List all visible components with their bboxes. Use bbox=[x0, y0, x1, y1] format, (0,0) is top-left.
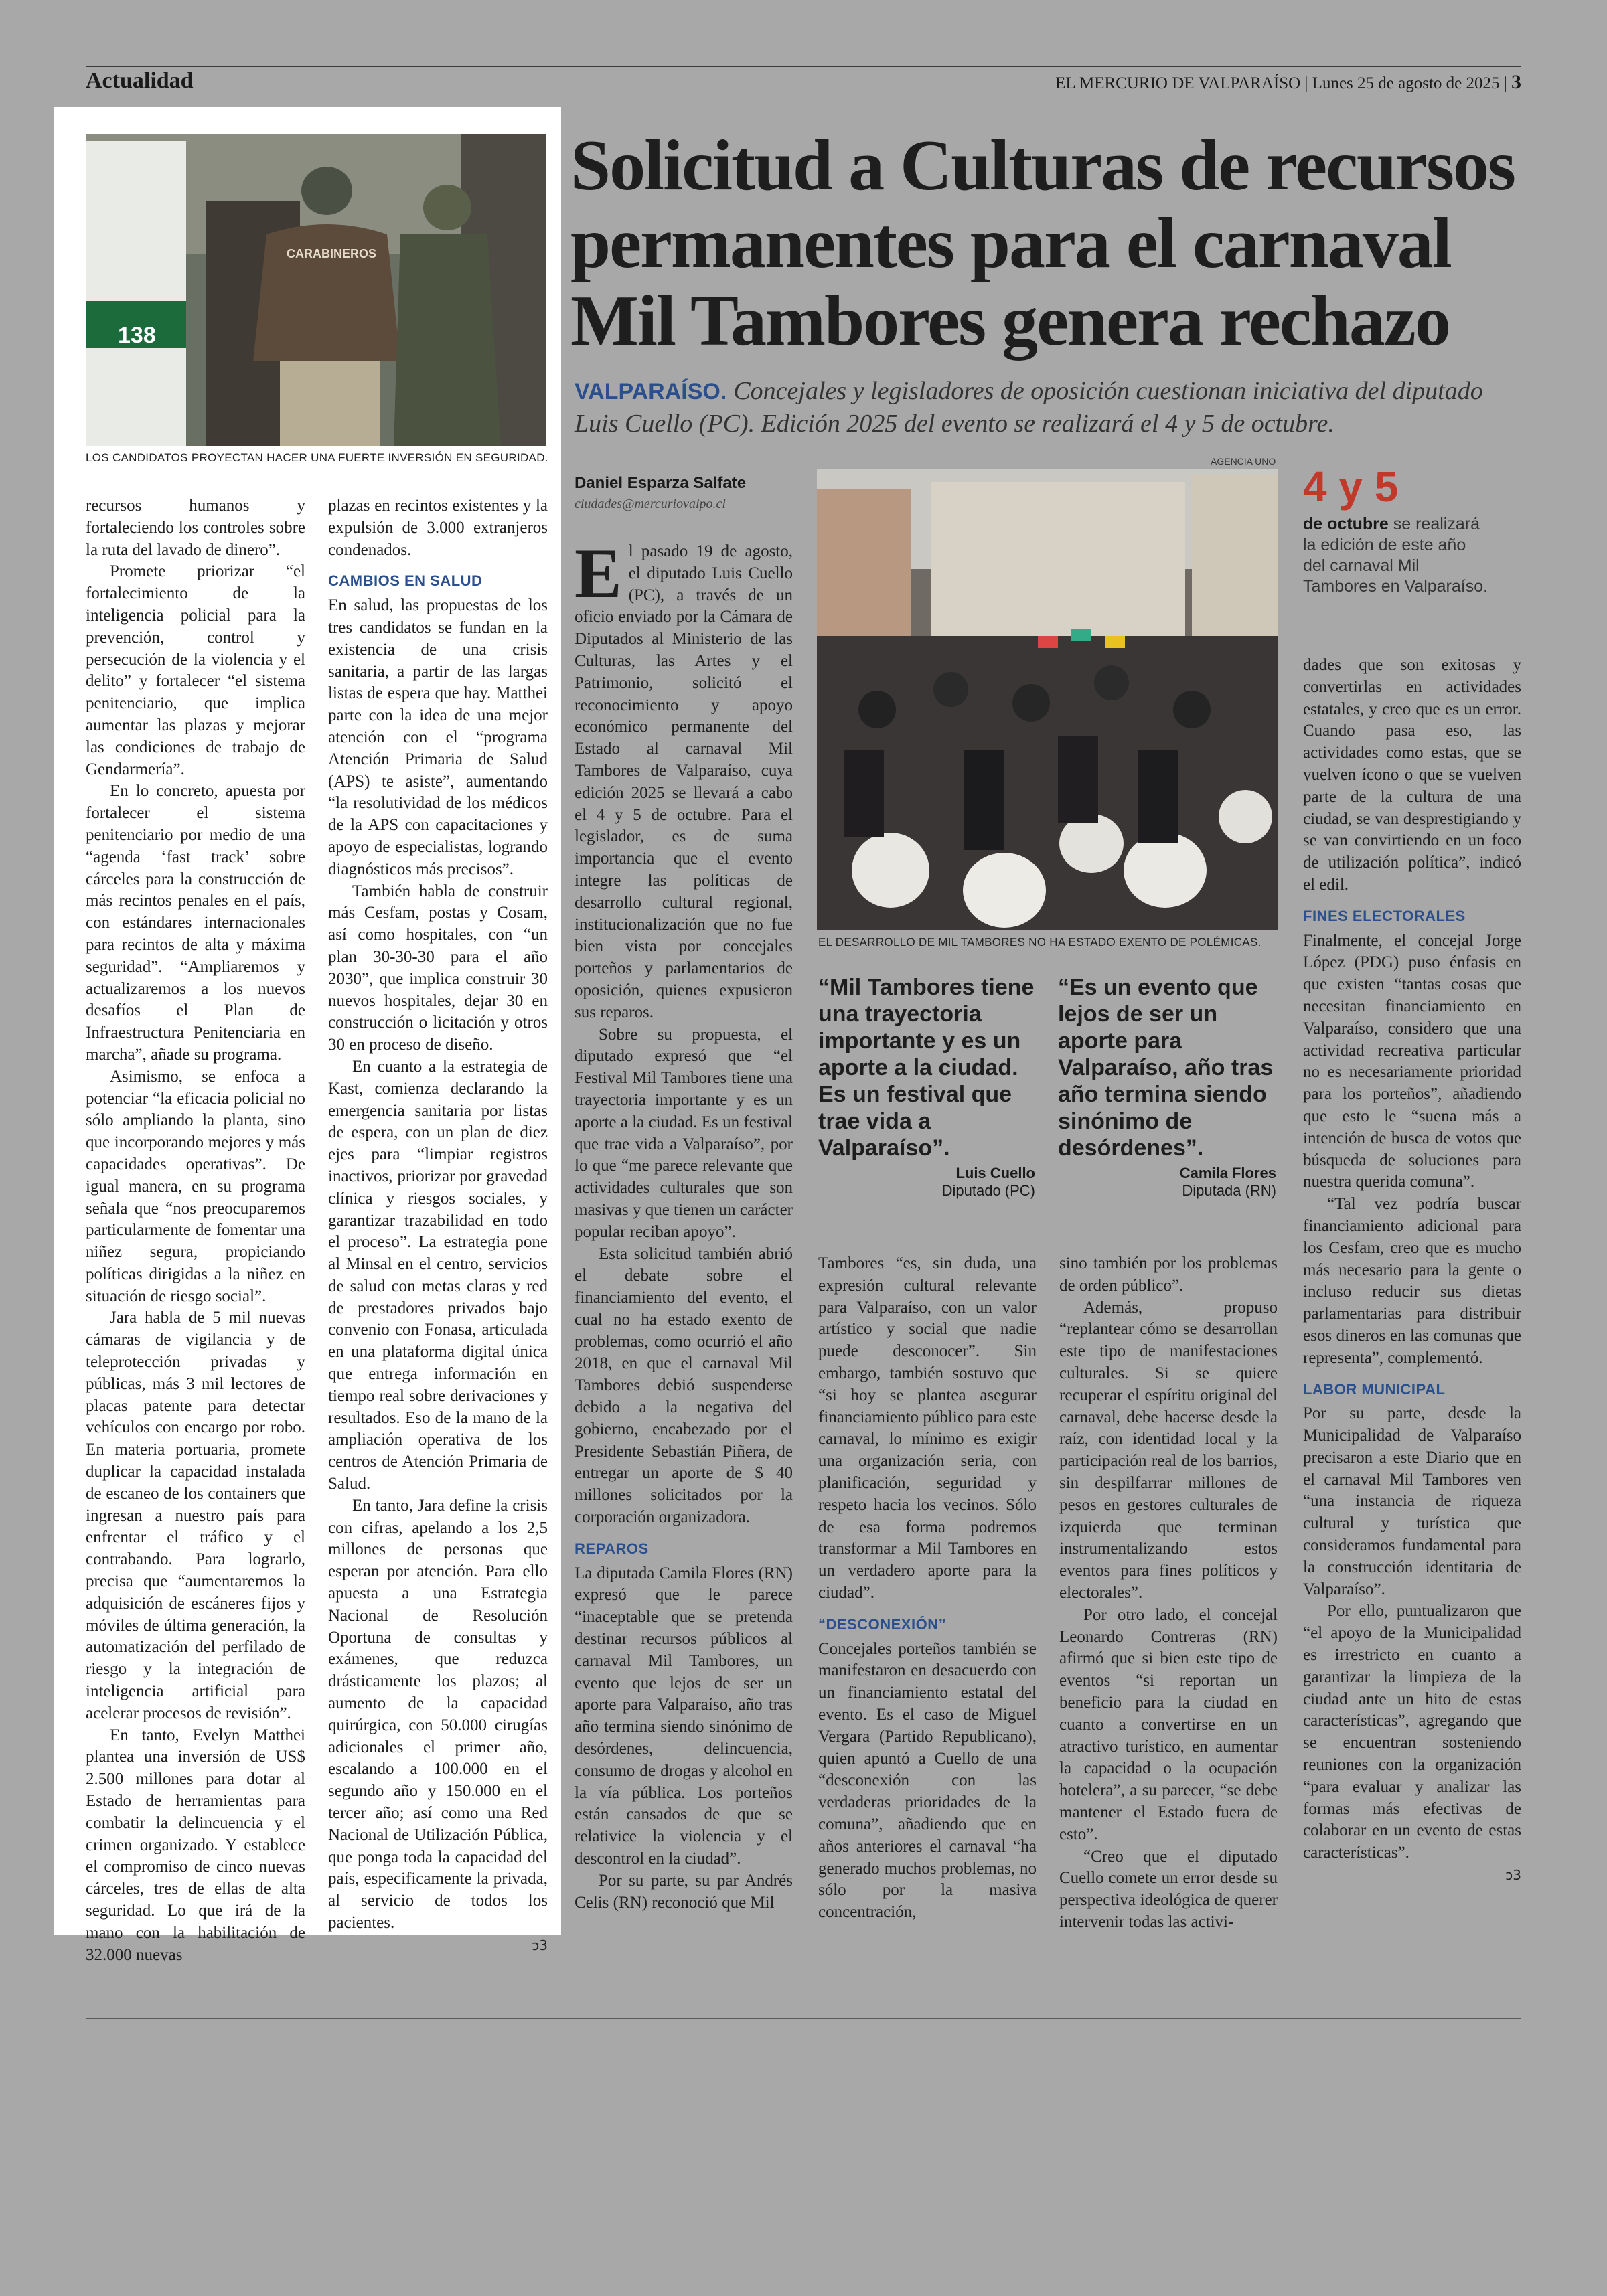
paragraph: Por ello, puntualizaron que “el apoyo de la Municipalidad es irrestricto en cuanto a garantizar la limpieza de la ciudad ante un hito de estas características”, agregando que se encuentran sosteniendo reuniones con la organización “para evaluar y analizar las formas más efectivas de colaborar en un evento de estas características”. bbox=[1303, 1602, 1521, 1862]
paragraph: También habla de construir más Cesfam, postas y Cosam, así como hospitales, con “un plan 30-30-30 para el año 2030”, que implica construir 30 nuevos hospitales, dejar 30 en construcción o licitación y otros 30 en proceso de diseño. bbox=[328, 882, 548, 1054]
quote-role: Diputada (RN) bbox=[1182, 1182, 1276, 1199]
paragraph: Por su parte, desde la Municipalidad de Valparaíso precisaron a este Diario que en el carnaval Mil Tambores ven “una instancia de riqueza cultural y turística que consideramos fundamental para la construcción identitaria de Valparaíso”. bbox=[1303, 1404, 1521, 1598]
main-article-col-4 bbox=[1303, 655, 1521, 1886]
lead-text: l pasado 19 de agosto, el diputado Luis Cuello (PC), a través de un oficio enviado por la Cámara de Diputados al Ministerio de las Culturas, las Artes y el Patrimonio, solicitó el reconocimiento y apoyo económico permanente del Estado al carnaval Mil Tambores de Valparaíso, cuya edición 2025 se llevará a cabo el 4 y 5 de octubre. Para el legislador, es de suma importancia que el evento integre las políticas de desarrollo cultural regional, institucionalización que no fue bien vista por concejales porteños y parlamentarios de oposición, quienes expusieron sus reparos. bbox=[575, 542, 793, 1021]
paper-name: EL MERCURIO DE VALPARAÍSO bbox=[1055, 74, 1301, 92]
end-mark: ↄ3 bbox=[1505, 1867, 1521, 1884]
highlight-text bbox=[1303, 514, 1490, 597]
paragraph: Promete priorizar “el fortalecimiento de la inteligencia policial para la prevención, control y persecución de la violencia y el delito” y fortalecer “el sistema penitenciario, que implica aumentar las plazas y mejorar las condiciones de trabajo de Gendarmería”. bbox=[86, 562, 305, 778]
paragraph: La diputada Camila Flores (RN) expresó que le parece “inaceptable que se pretenda destinar recursos públicos al carnaval Mil Tambores, un evento que lejos de ser un aporte para Valparaíso, año tras año termina siendo sinónimo de desórdenes, delincuencia, consumo de drogas y alcohol en la vía pública. Los porteños están cansados de que se relativice la violencia y el descontrol en la ciudad”. bbox=[575, 1564, 793, 1868]
dateline-place: VALPARAÍSO. bbox=[575, 379, 727, 404]
paragraph: Por otro lado, el concejal Leonardo Contreras (RN) afirmó que si bien este tipo de eventos “si reportan un beneficio para la ciudad en cuanto a convertirse en un atractivo turístico, en aumentar la capacidad o la ocupación hotelera”, a su parecer, “se debe mantener el Estado fuera de esto”. bbox=[1059, 1605, 1278, 1843]
paragraph: En cuanto a la estrategia de Kast, comienza declarando la emergencia sanitaria por listas de espera, con un plan de diez ejes para “limpiar registros inactivos, priorizar por gravedad clínica y riesgos sociales, y garantizar trazabilidad en todo el proceso”. La estrategia pone al Minsal en el centro, servicios de salud con metas claras y red de prestadores privados bajo convenio con Fonasa, articulada en una plataforma digital única que entrega información en tiempo real sobre derivaciones y resultados. Eso de la mano de la ampliación operativa de los centros de Atención Primaria de Salud. bbox=[328, 1057, 548, 1493]
subheading: REPAROS bbox=[575, 1540, 649, 1557]
top-rule bbox=[86, 66, 1521, 67]
paragraph: Por su parte, su par Andrés Celis (RN) reconoció que Mil bbox=[575, 1871, 793, 1912]
paragraph: Tambores “es, sin duda, una expresión cultural relevante para Valparaíso, con un valor artístico y social que nadie puede desconocer”. Sin embargo, también sostuvo que “si hoy se plantea asegurar financiamiento público para este carnaval, lo mínimo es exigir una organización seria, con planificación, seguridad y respeto hacia los vecinos. Sólo de esa forma podremos transformar a Mil Tambores en un verdadero aporte para la ciudad”. bbox=[818, 1254, 1037, 1602]
author-email: ciudades@mercuriovalpo.cl bbox=[575, 497, 726, 511]
carnival-caption: EL DESARROLLO DE MIL TAMBORES NO HA ESTADO EXENTO DE POLÉMICAS. bbox=[818, 936, 1261, 949]
paragraph bbox=[575, 534, 793, 1024]
paragraph: En tanto, Jara define la crisis con cifras, apelando a los 2,5 millones de personas que esperan por atención. Para ello apuesta a una Estrategia Nacional de Resolución Oportuna de consultas y exámenes, que reduzca drásticamente los plazos; al aumento de la capacidad quirúrgica, con 50.000 cirugías adicionales el primer año, escalando a 100.000 en el segundo año y 150.000 en el tercer año; así como una Red Nacional de Utilización Pública, que ponga toda la capacidad del país, especificamente la privada, al servicio de todos los pacientes. bbox=[328, 1496, 548, 1932]
left-article-col-1 bbox=[86, 495, 305, 1966]
section-title: Actualidad bbox=[86, 68, 194, 93]
main-article-col-3 bbox=[1059, 1253, 1278, 1934]
quote-flores: “Es un evento que lejos de ser un aporte para Valparaíso, año tras año termina siendo sinónimo de desórdenes”. bbox=[1058, 975, 1274, 1161]
photo-caption: LOS CANDIDATOS PROYECTAN HACER UNA FUERTE INVERSIÓN EN SEGURIDAD. bbox=[86, 451, 548, 464]
masthead: EL MERCURIO DE VALPARAÍSO | Lunes 25 de agosto de 2025 | 3 bbox=[1055, 71, 1521, 93]
paragraph: Jara habla de 5 mil nuevas cámaras de vigilancia y de teleprotección privadas y públicas, más 3 mil lectores de placas patente para detectar vehículos con encargo por robo. En materia portuaria, promete duplicar la capacidad instalada de escaneo de los containers que ingresan a nuestro país para enfrentar el tráfico y el contrabando. Para lograrlo, precisa que “aumentaremos la adquisición de escáneres fijos y móviles de última generación, la automatización del perfilado de riesgo y la integración de inteligencia artificial para acelerar procesos de revisión”. bbox=[86, 1309, 305, 1722]
left-article-col-2 bbox=[328, 495, 548, 1957]
end-mark: ↄ3 bbox=[532, 1937, 548, 1953]
main-article-col-2 bbox=[818, 1253, 1037, 1924]
author-byline: Daniel Esparza Salfate bbox=[575, 474, 747, 492]
subheading: FINES ELECTORALES bbox=[1303, 907, 1466, 924]
paragraph: sino también por los problemas de orden público”. bbox=[1059, 1254, 1278, 1295]
paragraph: plazas en recintos existentes y la expulsión de 3.000 extranjeros condenados. bbox=[328, 497, 548, 559]
subheading: “DESCONEXIÓN” bbox=[818, 1615, 947, 1633]
paragraph: Asimismo, se enfoca a potenciar “la eficacia policial no sólo ampliando la planta, sino que incorporando mejores y más capacidades operativas”. De igual manera, en su programa señala que “nos preocuparemos particularmente de fomentar una niñez segura, propiciando políticas dirigidas a la niñez en situación de riesgo social”. bbox=[86, 1067, 305, 1305]
paragraph: Esta solicitud también abrió el debate sobre el financiamiento del evento, el cual no ha estado exento de problemas, como ocurrió el año 2018, en que el carnaval Mil Tambores debió suspenderse debido a la negativa del gobierno, encabezado por el Presidente Sebastián Piñera, de entregar un aporte de $ 40 millones solicitados por la corporación organizadora. bbox=[575, 1244, 793, 1527]
paragraph: Además, propuso “replantear cómo se desarrollan este tipo de manifestaciones culturales. Si se quiere recuperar el espíritu original del carnaval, debe hacerse desde la raíz, con identidad local y la participación real de los barrios, sin despilfarrar millones de pesos en gestores culturales de izquierda que terminan instrumentalizando estos eventos para fines políticos y electorales”. bbox=[1059, 1298, 1278, 1602]
paragraph: Concejales porteños también se manifestaron en desacuerdo con un financiamiento estatal del evento. Es el caso de Miguel Vergara (Partido Republicano), quien apuntó a Cuello de una “desconexión con las verdaderas prioridades de la comuna”, añadiendo que en años anteriores el carnaval “ha generado muchos problemas, no sólo por la masiva concentración, bbox=[818, 1639, 1037, 1922]
page-number: 3 bbox=[1511, 71, 1521, 93]
paragraph: En tanto, Evelyn Matthei plantea una inversión de US$ 2.500 millones para dotar al Estado de herramientas para combatir la delincuencia y el crimen organizado. Y establece el compromiso de cinco nuevas cárceles, tres de ellas de alta seguridad. Lo que irá de la mano con la habilitación de 32.000 nuevas bbox=[86, 1726, 305, 1964]
photo-credit: AGENCIA UNO bbox=[1211, 456, 1276, 467]
deck-text: Concejales y legisladores de oposición cuestionan iniciativa del diputado Luis Cuello (PC). Edición 2025 del evento se realizará el 4 y 5 de octubre. bbox=[575, 377, 1483, 438]
paragraph: “Creo que el diputado Cuello comete un error desde su perspectiva ideológica de querer intervenir todas las activi- bbox=[1059, 1847, 1278, 1931]
paragraph: recursos humanos y fortaleciendo los controles sobre la ruta del lavado de dinero”. bbox=[86, 497, 305, 559]
carnival-photo bbox=[817, 469, 1278, 930]
paragraph: “Tal vez podría buscar financiamiento adicional para los Cesfam, creo que es mucho más necesario para la gente o incluso reducir sus dietas parlamentarias para distribuir esos dineros en las comunas que representa”, complementó. bbox=[1303, 1195, 1521, 1367]
subheading: LABOR MUNICIPAL bbox=[1303, 1380, 1446, 1398]
dropcap: E bbox=[575, 534, 622, 612]
paragraph: Sobre su propuesta, el diputado expresó que “el Festival Mil Tambores tiene una trayectoria importante y es un aporte a la ciudad. Es un festival que trae vida a Valparaíso”, por lo que “me parece relevante que actividades culturales que son masivas y que tienen un carácter popular reciban apoyo”. bbox=[575, 1025, 793, 1241]
quote-role: Diputado (PC) bbox=[941, 1182, 1035, 1199]
security-photo bbox=[86, 134, 546, 446]
paragraph: dades que son exitosas y convertirlas en actividades estatales, y creo que es un error. Cuando pasa eso, las actividades como estas, que se vuelven ícono o que se vuelven parte de la cultura de una ciudad, se van desprestigiando y se van convirtiendo en un foco de utilización política”, indicó el edil. bbox=[1303, 656, 1521, 894]
highlight-rest: se realizará la edición de este año del carnaval Mil Tambores en Valparaíso. bbox=[1303, 515, 1488, 596]
deck bbox=[575, 375, 1512, 440]
paragraph: Finalmente, el concejal Jorge López (PDG) puso énfasis en que existen “tantas cosas que necesitan financiamiento en Valparaíso, considero que una actividad recreativa particular no es necesariamente prioridad para los porteños”, añadiendo que esto le “suena más a intención de busca de votos que búsqueda de soluciones para nuestra querida comuna”. bbox=[1303, 931, 1521, 1192]
bottom-rule bbox=[86, 2018, 1521, 2019]
vest-text: CARABINEROS bbox=[287, 247, 377, 260]
vehicle-number: 138 bbox=[118, 323, 156, 348]
quote-name: Camila Flores bbox=[1179, 1165, 1276, 1181]
quote-cuello-attribution bbox=[870, 1165, 1035, 1200]
main-article-col-1 bbox=[575, 534, 793, 1914]
main-headline: Solicitud a Culturas de recursos permanentes para el carnaval Mil Tambores genera rechazo bbox=[570, 126, 1515, 361]
quote-flores-attribution bbox=[1112, 1165, 1276, 1200]
quote-name: Luis Cuello bbox=[955, 1165, 1035, 1181]
issue-date: Lunes 25 de agosto de 2025 bbox=[1312, 74, 1500, 92]
quote-cuello: “Mil Tambores tiene una trayectoria importante y es un aporte a la ciudad. Es un festival que trae vida a Valparaíso”. bbox=[818, 975, 1035, 1161]
subheading: CAMBIOS EN SALUD bbox=[328, 572, 483, 590]
paragraph: En salud, las propuestas de los tres candidatos se fundan en la existencia de una crisis sanitaria, a partir de las largas listas de espera que hay. Matthei parte con la idea de una mejor atención con el “programa Atención Primaria de Salud (APS) te asiste”, aumentando “la resolutividad de los médicos de la APS con capacitaciones y apoyo de especialistas, logrando diagnósticos más precisos”. bbox=[328, 596, 548, 878]
paragraph: En lo concreto, apuesta por fortalecer el sistema penitenciario por medio de una “agenda ‘fast track’ sobre cárceles para la construcción de más recintos penales en el país, con estándares internacionales para recintos de alta y máxima seguridad”. “Ampliaremos y actualizaremos a los nuevos desafíos el Plan de Infraestructura Penitenciaria en marcha”, añade su programa. bbox=[86, 782, 305, 1064]
highlight-bold: de octubre bbox=[1303, 515, 1389, 534]
highlight-number: 4 y 5 bbox=[1303, 463, 1399, 511]
